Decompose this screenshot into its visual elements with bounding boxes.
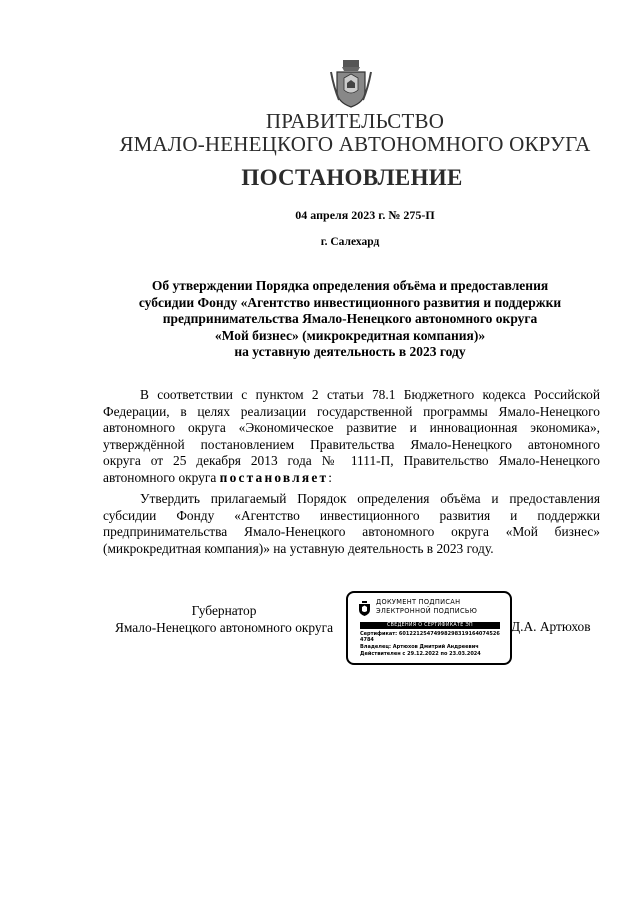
- preamble-paragraph: [103, 387, 600, 487]
- paragraph-line: утверждённой постановлением Правительства Ямало-Ненецкого автономного: [103, 436, 600, 452]
- decree-date-number: 04 апреля 2023 г. № 275-П: [295, 208, 435, 222]
- decree-title-line: Об утверждении Порядка определения объёма и предоставления: [151, 278, 549, 293]
- stamp-heading-line: ДОКУМЕНТ ПОДПИСАН: [376, 598, 461, 606]
- certificate-number-continued: 4784: [360, 637, 374, 643]
- paragraph-text: автономного округа: [103, 469, 220, 485]
- certificate-owner: Владелец: Артюхов Дмитрий Андреевич: [360, 644, 479, 650]
- stamp-heading-line: ЭЛЕКТРОННОЙ ПОДПИСЬЮ: [376, 606, 478, 615]
- government-name-line1: ПРАВИТЕЛЬСТВО: [265, 109, 445, 133]
- operative-paragraph: [103, 491, 600, 557]
- government-name-line2: ЯМАЛО-НЕНЕЦКОГО АВТОНОМНОГО ОКРУГА: [119, 132, 591, 156]
- certificate-number: Сертификат: 60122125474998298319164074526: [360, 631, 500, 637]
- stamp-heading: [376, 598, 477, 615]
- decree-title-line: предпринимательства Ямало-Ненецкого автономного округа: [162, 311, 538, 326]
- decree-title-line: субсидии Фонду «Агентство инвестиционного развития и поддержки: [138, 294, 562, 310]
- signatory-position: [100, 603, 348, 636]
- document-type: ПОСТАНОВЛЕНИЕ: [241, 165, 463, 190]
- position-line: Губернатор: [191, 603, 257, 618]
- certificate-info-bar: СВЕДЕНИЯ О СЕРТИФИКАТЕ ЭП: [360, 622, 500, 629]
- paragraph-line: [103, 470, 600, 487]
- city: г. Салехард: [320, 236, 380, 248]
- electronic-signature-stamp: [346, 591, 512, 665]
- paragraph-line: округа от 25 декабря 2013 года № 1111-П, Правительство Ямало-Ненецкого: [103, 453, 600, 469]
- decree-title-line: «Мой бизнес» (микрокредитная компания)»: [214, 327, 486, 343]
- stamp-emblem-icon: [358, 601, 371, 616]
- paragraph-line: автономного округа «Экономическое развитие и инновационная экономика»,: [103, 420, 600, 436]
- decree-title: [100, 278, 600, 361]
- position-line: Ямало-Ненецкого автономного округа: [114, 619, 334, 635]
- certificate-validity: Действителен с 29.12.2022 по 23.03.2024: [360, 651, 481, 657]
- signatory-name: Д.А. Артюхов: [511, 619, 591, 634]
- paragraph-text: :: [328, 469, 332, 485]
- paragraph-line: Утвердить прилагаемый Порядок определения объёма и предоставления: [140, 491, 600, 506]
- paragraph-line: предпринимательства Ямало-Ненецкого автономного округа «Мой бизнес»: [103, 524, 600, 540]
- paragraph-line: субсидии Фонду «Агентство инвестиционного развития и поддержки: [103, 507, 600, 523]
- yamal-coat-of-arms-icon: [328, 58, 374, 108]
- paragraph-line: В соответствии с пунктом 2 статьи 78.1 Бюджетного кодекса Российской: [140, 387, 600, 402]
- decree-title-line: на уставную деятельность в 2023 году: [234, 344, 466, 359]
- paragraph-line: Федерации, в целях реализации государственной программы Ямало-Ненецкого: [103, 403, 600, 419]
- paragraph-line: (микрокредитная компания)» на уставную деятельность в 2023 году.: [103, 540, 494, 556]
- resolves-keyword: постановляет: [219, 469, 329, 485]
